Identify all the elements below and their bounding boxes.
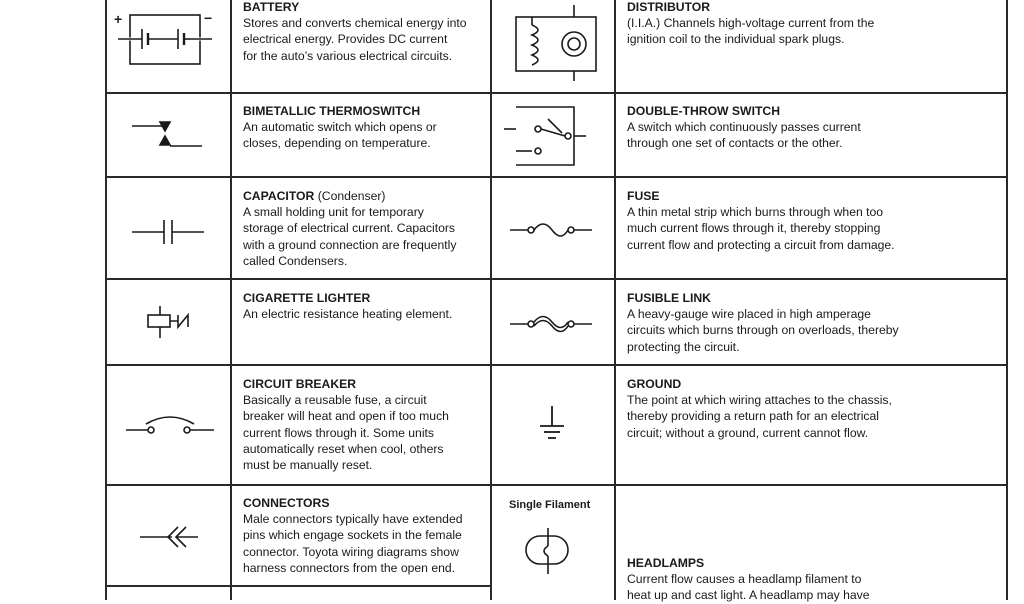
table-divider-left (230, 0, 232, 600)
row-divider (105, 364, 1008, 366)
distributor-symbol (502, 3, 612, 83)
entry-description: A heavy-gauge wire placed in high amperage circuits which burns through on overloads, thereby protecting the circuit. (627, 307, 899, 354)
entry-title: CIRCUIT BREAKER (243, 377, 357, 391)
battery-minus-label: − (204, 10, 213, 26)
ground-symbol (536, 404, 568, 444)
entry-title: BIMETALLIC THERMOSWITCH (243, 104, 421, 118)
entry-circuit-breaker (243, 376, 449, 473)
entry-title: BATTERY (243, 0, 300, 14)
entry-title: FUSIBLE LINK (627, 291, 711, 305)
entry-distributor (627, 0, 874, 48)
entry-title: DOUBLE-THROW SWITCH (627, 104, 780, 118)
headlamp-single-filament-label: Single Filament (509, 499, 591, 511)
entry-connectors (243, 495, 463, 576)
entry-description: Basically a reusable fuse, a circuit breaker will heat and open if too much current flows through it. Some units automatically reset when cool, others must be manually reset. (243, 393, 449, 473)
entry-description: A switch which continuously passes current through one set of contacts or the other. (627, 120, 861, 151)
entry-fusible-link (627, 290, 899, 355)
row-divider (105, 278, 1008, 280)
thermoswitch-symbol (130, 120, 210, 156)
entry-title (243, 188, 456, 204)
battery-symbol (112, 5, 222, 75)
entry-description: An automatic switch which opens or closes, depending on temperature. (243, 120, 437, 151)
entry-title: CONNECTORS (243, 496, 330, 510)
table-border-left (105, 0, 107, 600)
row-divider (105, 92, 1008, 94)
entry-battery (243, 0, 467, 64)
entry-description: Current flow causes a headlamp filament to heat up and cast light. A headlamp may have (627, 572, 870, 603)
headlamp-symbol (520, 526, 580, 576)
entry-capacitor (243, 188, 456, 269)
fuse-symbol (508, 216, 598, 244)
entry-fuse (627, 188, 895, 253)
entry-title-text: CAPACITOR (243, 189, 315, 203)
entry-title-note: (Condenser) (317, 189, 386, 203)
entry-description: Stores and converts chemical energy into electrical energy. Provides DC current for the auto’s various electrical circuits. (243, 16, 467, 63)
entry-headlamps (627, 555, 870, 604)
entry-bimetallic-thermoswitch (243, 103, 437, 152)
connector-symbol (138, 522, 202, 552)
entry-description: (I.I.A.) Channels high-voltage current from the ignition coil to the individual spark plugs. (627, 16, 875, 47)
entry-title: GROUND (627, 377, 682, 391)
entry-description: A thin metal strip which burns through when too much current flows through it, thereby stopping current flow and protecting a circuit from damage. (627, 205, 895, 252)
entry-description: Male connectors typically have extended pins which engage sockets in the female connector. Toyota wiring diagrams show harness connectors from the open end. (243, 512, 463, 575)
entry-title: CIGARETTE LIGHTER (243, 291, 371, 305)
capacitor-symbol (130, 214, 210, 250)
entry-description: The point at which wiring attaches to the chassis, thereby providing a return path for an electrical circuit; without a ground, current cannot flow. (627, 393, 892, 440)
entry-description: A small holding unit for temporary storage of electrical current. Capacitors with a ground connection are frequently called Condensers. (243, 205, 457, 268)
entry-cigarette-lighter (243, 290, 452, 322)
entry-title: FUSE (627, 189, 660, 203)
battery-plus-label: + (114, 11, 123, 27)
fusible-link-symbol (508, 310, 598, 338)
entry-title: HEADLAMPS (627, 556, 705, 570)
row-divider (105, 585, 492, 587)
cigarette-lighter-symbol (142, 304, 202, 340)
row-divider (105, 176, 1008, 178)
circuit-breaker-symbol (124, 412, 216, 442)
table-border-right (1006, 0, 1008, 600)
table-divider-center (490, 0, 492, 600)
entry-ground (627, 376, 892, 441)
double-throw-switch-symbol (502, 99, 612, 173)
row-divider (105, 484, 1008, 486)
table-divider-right (614, 0, 616, 600)
entry-description: An electric resistance heating element. (243, 307, 453, 322)
entry-double-throw-switch (627, 103, 861, 152)
entry-title: DISTRIBUTOR (627, 0, 711, 14)
